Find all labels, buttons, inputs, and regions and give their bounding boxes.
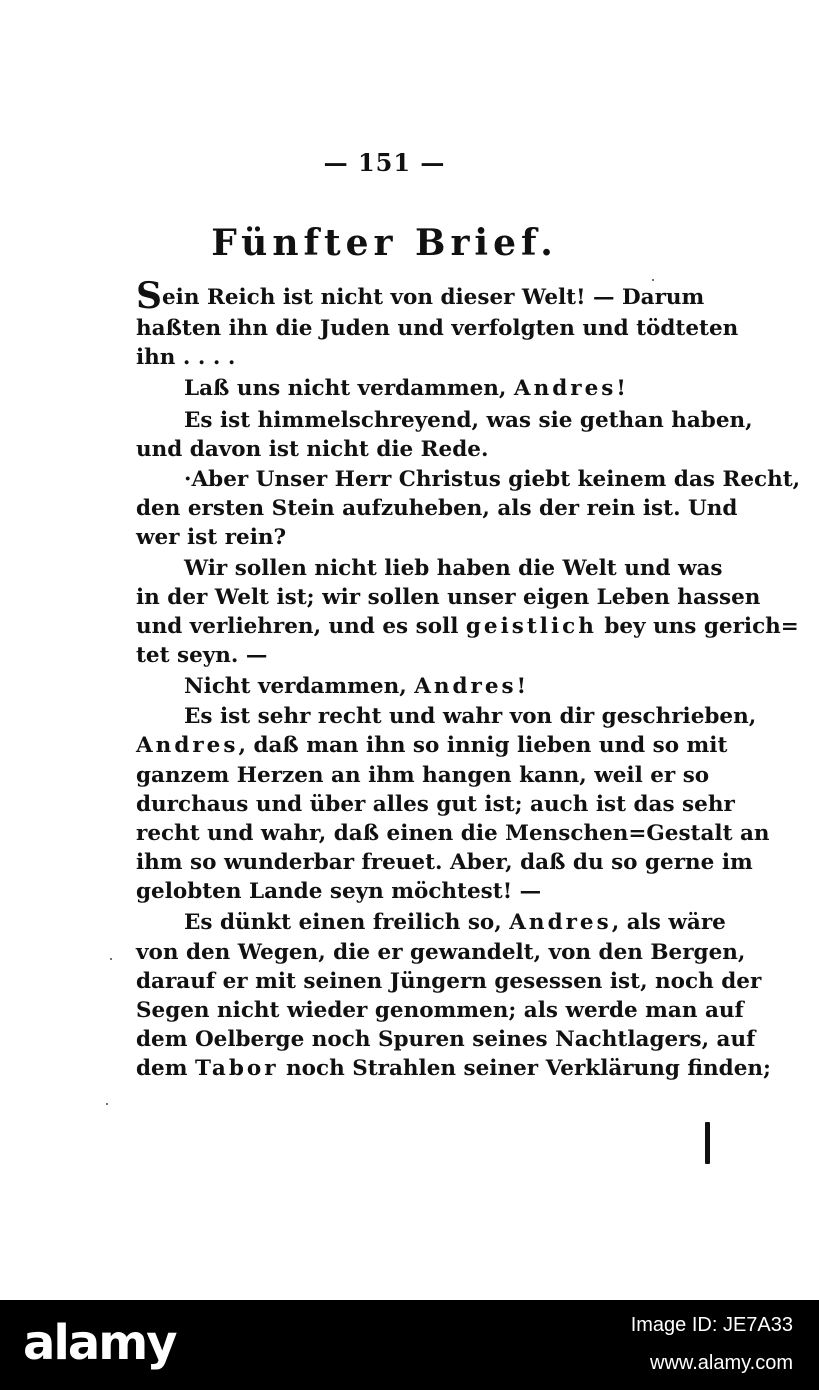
text-line: Sein Reich ist nicht von dieser Welt! — Darum <box>136 275 705 317</box>
scan-speck <box>106 1103 108 1105</box>
text-line: Segen nicht wieder genommen; als werde man auf <box>136 998 744 1023</box>
text-line: von den Wegen, die er gewandelt, von den Bergen, <box>136 940 746 965</box>
text-line: Es ist himmelschreyend, was sie gethan haben, <box>184 408 753 433</box>
text-line: haßten ihn die Juden und verfolgten und tödteten <box>136 316 739 341</box>
text-line: Es dünkt einen freilich so, Andres, als wäre <box>184 910 726 935</box>
text-line: tet seyn. — <box>136 643 268 668</box>
text-line: und davon ist nicht die Rede. <box>136 437 489 462</box>
text-line: Nicht verdammen, Andres! <box>184 674 530 699</box>
text-line: dem Tabor noch Strahlen seiner Verklärung finden; <box>136 1056 771 1081</box>
image-id-label: Image ID: JE7A33 <box>630 1314 793 1336</box>
name-emphasis: Andres! <box>513 376 629 401</box>
text-line: Wir sollen nicht lieb haben die Welt und was <box>184 556 723 581</box>
site-url: www.alamy.com <box>650 1352 793 1374</box>
text-line: Andres, daß man ihn so innig lieben und so mit <box>136 733 728 758</box>
text-line: wer ist rein? <box>136 525 287 550</box>
text-line: Es ist sehr recht und wahr von dir geschrieben, <box>184 704 757 729</box>
text-line: darauf er mit seinen Jüngern gesessen ist, noch der <box>136 969 762 994</box>
watermark-banner <box>0 1300 819 1390</box>
text-line: gelobten Lande seyn möchtest! — <box>136 879 542 904</box>
text-line: durchaus und über alles gut ist; auch ist das sehr <box>136 792 735 817</box>
text-line: ihm so wunderbar freuet. Aber, daß du so gerne im <box>136 850 753 875</box>
text-line: dem Oelberge noch Spuren seines Nachtlagers, auf <box>136 1027 756 1052</box>
text-line: Laß uns nicht verdammen, Andres! <box>184 376 629 401</box>
text-line: den ersten Stein aufzuheben, als der rein ist. Und <box>136 496 738 521</box>
margin-mark <box>705 1122 710 1164</box>
text-line: ganzem Herzen an ihm hangen kann, weil er so <box>136 763 710 788</box>
name-emphasis: Andres! <box>414 674 530 699</box>
watermark-logo: alamy <box>23 1315 176 1371</box>
name-emphasis: Andres <box>509 910 612 935</box>
scan-speck <box>652 279 654 281</box>
text-line: in der Welt ist; wir sollen unser eigen Leben hassen <box>136 585 761 610</box>
name-emphasis: Andres <box>136 733 239 758</box>
drop-cap: S <box>136 275 162 317</box>
chapter-heading: Fünfter Brief. <box>211 222 558 264</box>
scan-speck <box>110 958 112 960</box>
text-line: ihn . . . . <box>136 345 236 370</box>
text-line: und verliehren, und es soll geistlich bey uns gerich= <box>136 614 799 639</box>
page-number: — 151 — <box>323 148 446 177</box>
text-line: ·Aber Unser Herr Christus giebt keinem das Recht, <box>184 467 801 492</box>
word-emphasis: geistlich <box>465 614 597 639</box>
name-emphasis: Tabor <box>194 1056 279 1081</box>
text-line: recht und wahr, daß einen die Menschen=Gestalt an <box>136 821 770 846</box>
